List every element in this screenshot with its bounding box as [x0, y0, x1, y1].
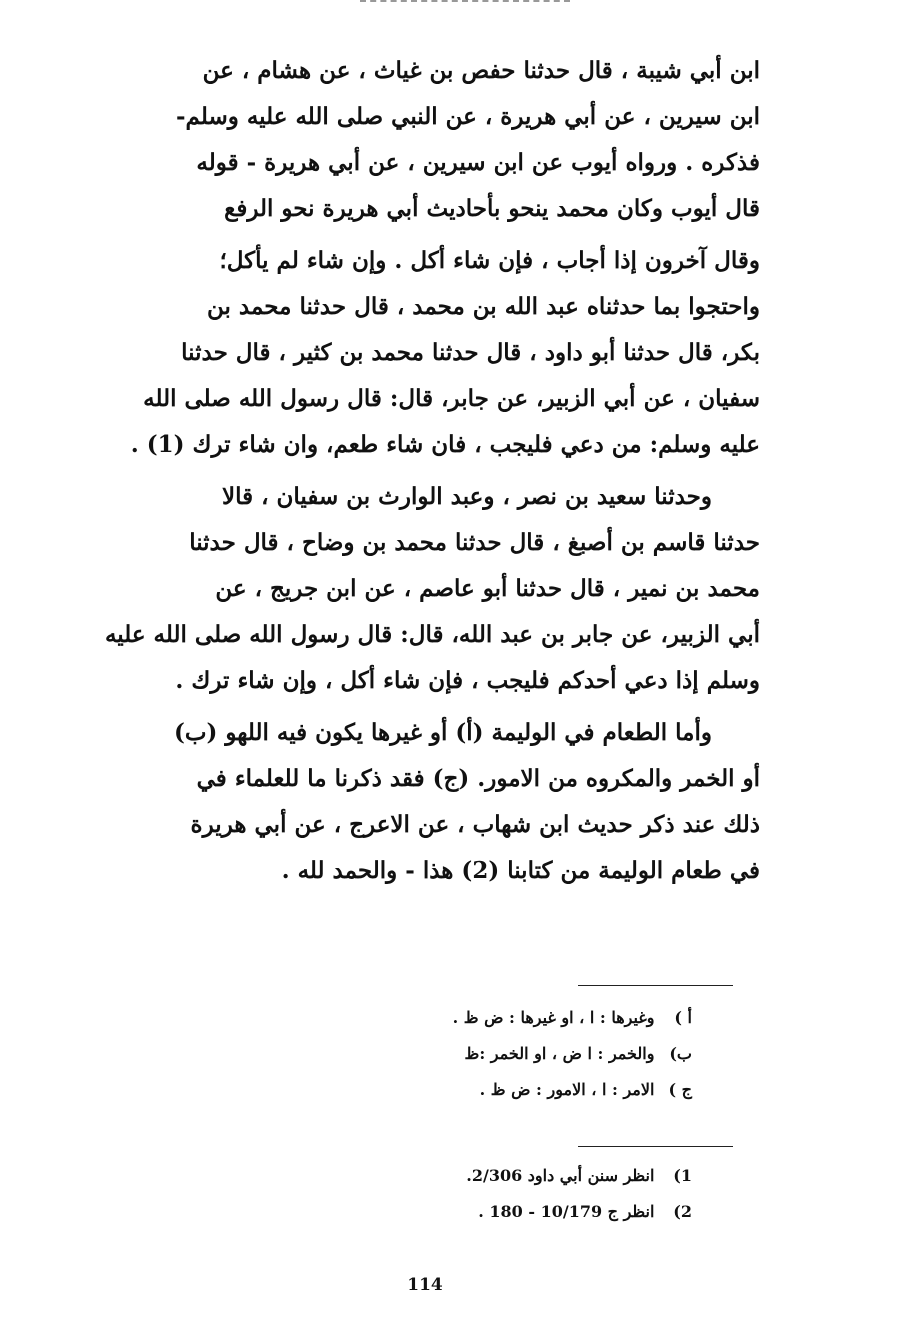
text-line: واحتجوا بما حدثناه عبد الله بن محمد ، قال حدثنا محمد بن	[207, 293, 760, 320]
text-line: فذكره . ورواه أيوب عن ابن سيرين ، عن أبي هريرة - قوله	[196, 149, 760, 176]
top-edge-rule	[360, 0, 570, 2]
variant-note	[453, 1000, 692, 1036]
reference-notes-divider	[578, 1146, 733, 1147]
text-line: عليه وسلم: من دعي فليجب ، فان شاء طعم، وان شاء ترك (1) .	[130, 431, 760, 458]
variant-notes-divider	[578, 985, 733, 986]
text-line: وأما الطعام في الوليمة (أ) أو غيرها يكون فيه اللهو (ب)	[173, 719, 712, 746]
main-text-body	[100, 48, 760, 900]
note-marker: 1)	[673, 1166, 692, 1185]
text-line: سفيان ، عن أبي الزبير، عن جابر، قال: قال رسول الله صلى الله	[143, 385, 760, 412]
text-line: ذلك عند ذكر حديث ابن شهاب ، عن الاعرج ، عن أبي هريرة	[190, 811, 760, 838]
text-line: في طعام الوليمة من كتابنا (2) هذا - والحمد لله .	[281, 857, 760, 884]
text-line: أو الخمر والمكروه من الامور. (ج) فقد ذكرنا ما للعلماء في	[196, 765, 760, 792]
note-text: الامر : ا ، الامور : ض ظ .	[479, 1080, 655, 1099]
variant-note	[453, 1072, 692, 1108]
note-text: وغيرها : ا ، او غيرها : ض ظ .	[452, 1008, 655, 1027]
text-line: قال أيوب وكان محمد ينحو بأحاديث أبي هريرة نحو الرفع	[224, 195, 760, 222]
paragraph-2	[100, 238, 760, 468]
reference-notes	[466, 1158, 692, 1230]
variant-note	[453, 1036, 692, 1072]
note-marker: 2)	[673, 1202, 692, 1221]
text-line: وسلم إذا دعي أحدكم فليجب ، فإن شاء أكل ، وإن شاء ترك .	[175, 667, 760, 694]
variant-notes	[453, 1000, 692, 1108]
note-text: انظر ج 10/179 - 180 .	[478, 1202, 655, 1221]
note-marker: ج )	[668, 1080, 692, 1099]
paragraph-4	[100, 710, 760, 894]
text-line: ابن سيرين ، عن أبي هريرة ، عن النبي صلى الله عليه وسلم-	[176, 103, 760, 130]
note-text: انظر سنن أبي داود 2/306.	[466, 1166, 655, 1185]
text-line: وحدثنا سعيد بن نصر ، وعبد الوارث بن سفيان ، قالا	[221, 483, 712, 510]
page-number: 114	[407, 1275, 443, 1295]
text-line: ابن أبي شيبة ، قال حدثنا حفص بن غياث ، عن هشام ، عن	[202, 57, 760, 84]
text-line: حدثنا قاسم بن أصبغ ، قال حدثنا محمد بن وضاح ، قال حدثنا	[189, 529, 760, 556]
note-marker: أ )	[674, 1008, 692, 1027]
paragraph-1	[100, 48, 760, 232]
text-line: محمد بن نمير ، قال حدثنا أبو عاصم ، عن ابن جريج ، عن	[215, 575, 760, 602]
note-text: والخمر : ا ض ، او الخمر :ظ	[464, 1044, 655, 1063]
text-line: وقال آخرون إذا أجاب ، فإن شاء أكل . وإن شاء لم يأكل؛	[219, 247, 760, 274]
reference-note	[466, 1158, 692, 1194]
reference-note	[466, 1194, 692, 1230]
text-line: أبي الزبير، عن جابر بن عبد الله، قال: قال رسول الله صلى الله عليه	[104, 621, 760, 648]
paragraph-3	[100, 474, 760, 704]
note-marker: ب)	[669, 1044, 692, 1063]
text-line: بكر، قال حدثنا أبو داود ، قال حدثنا محمد بن كثير ، قال حدثنا	[181, 339, 760, 366]
